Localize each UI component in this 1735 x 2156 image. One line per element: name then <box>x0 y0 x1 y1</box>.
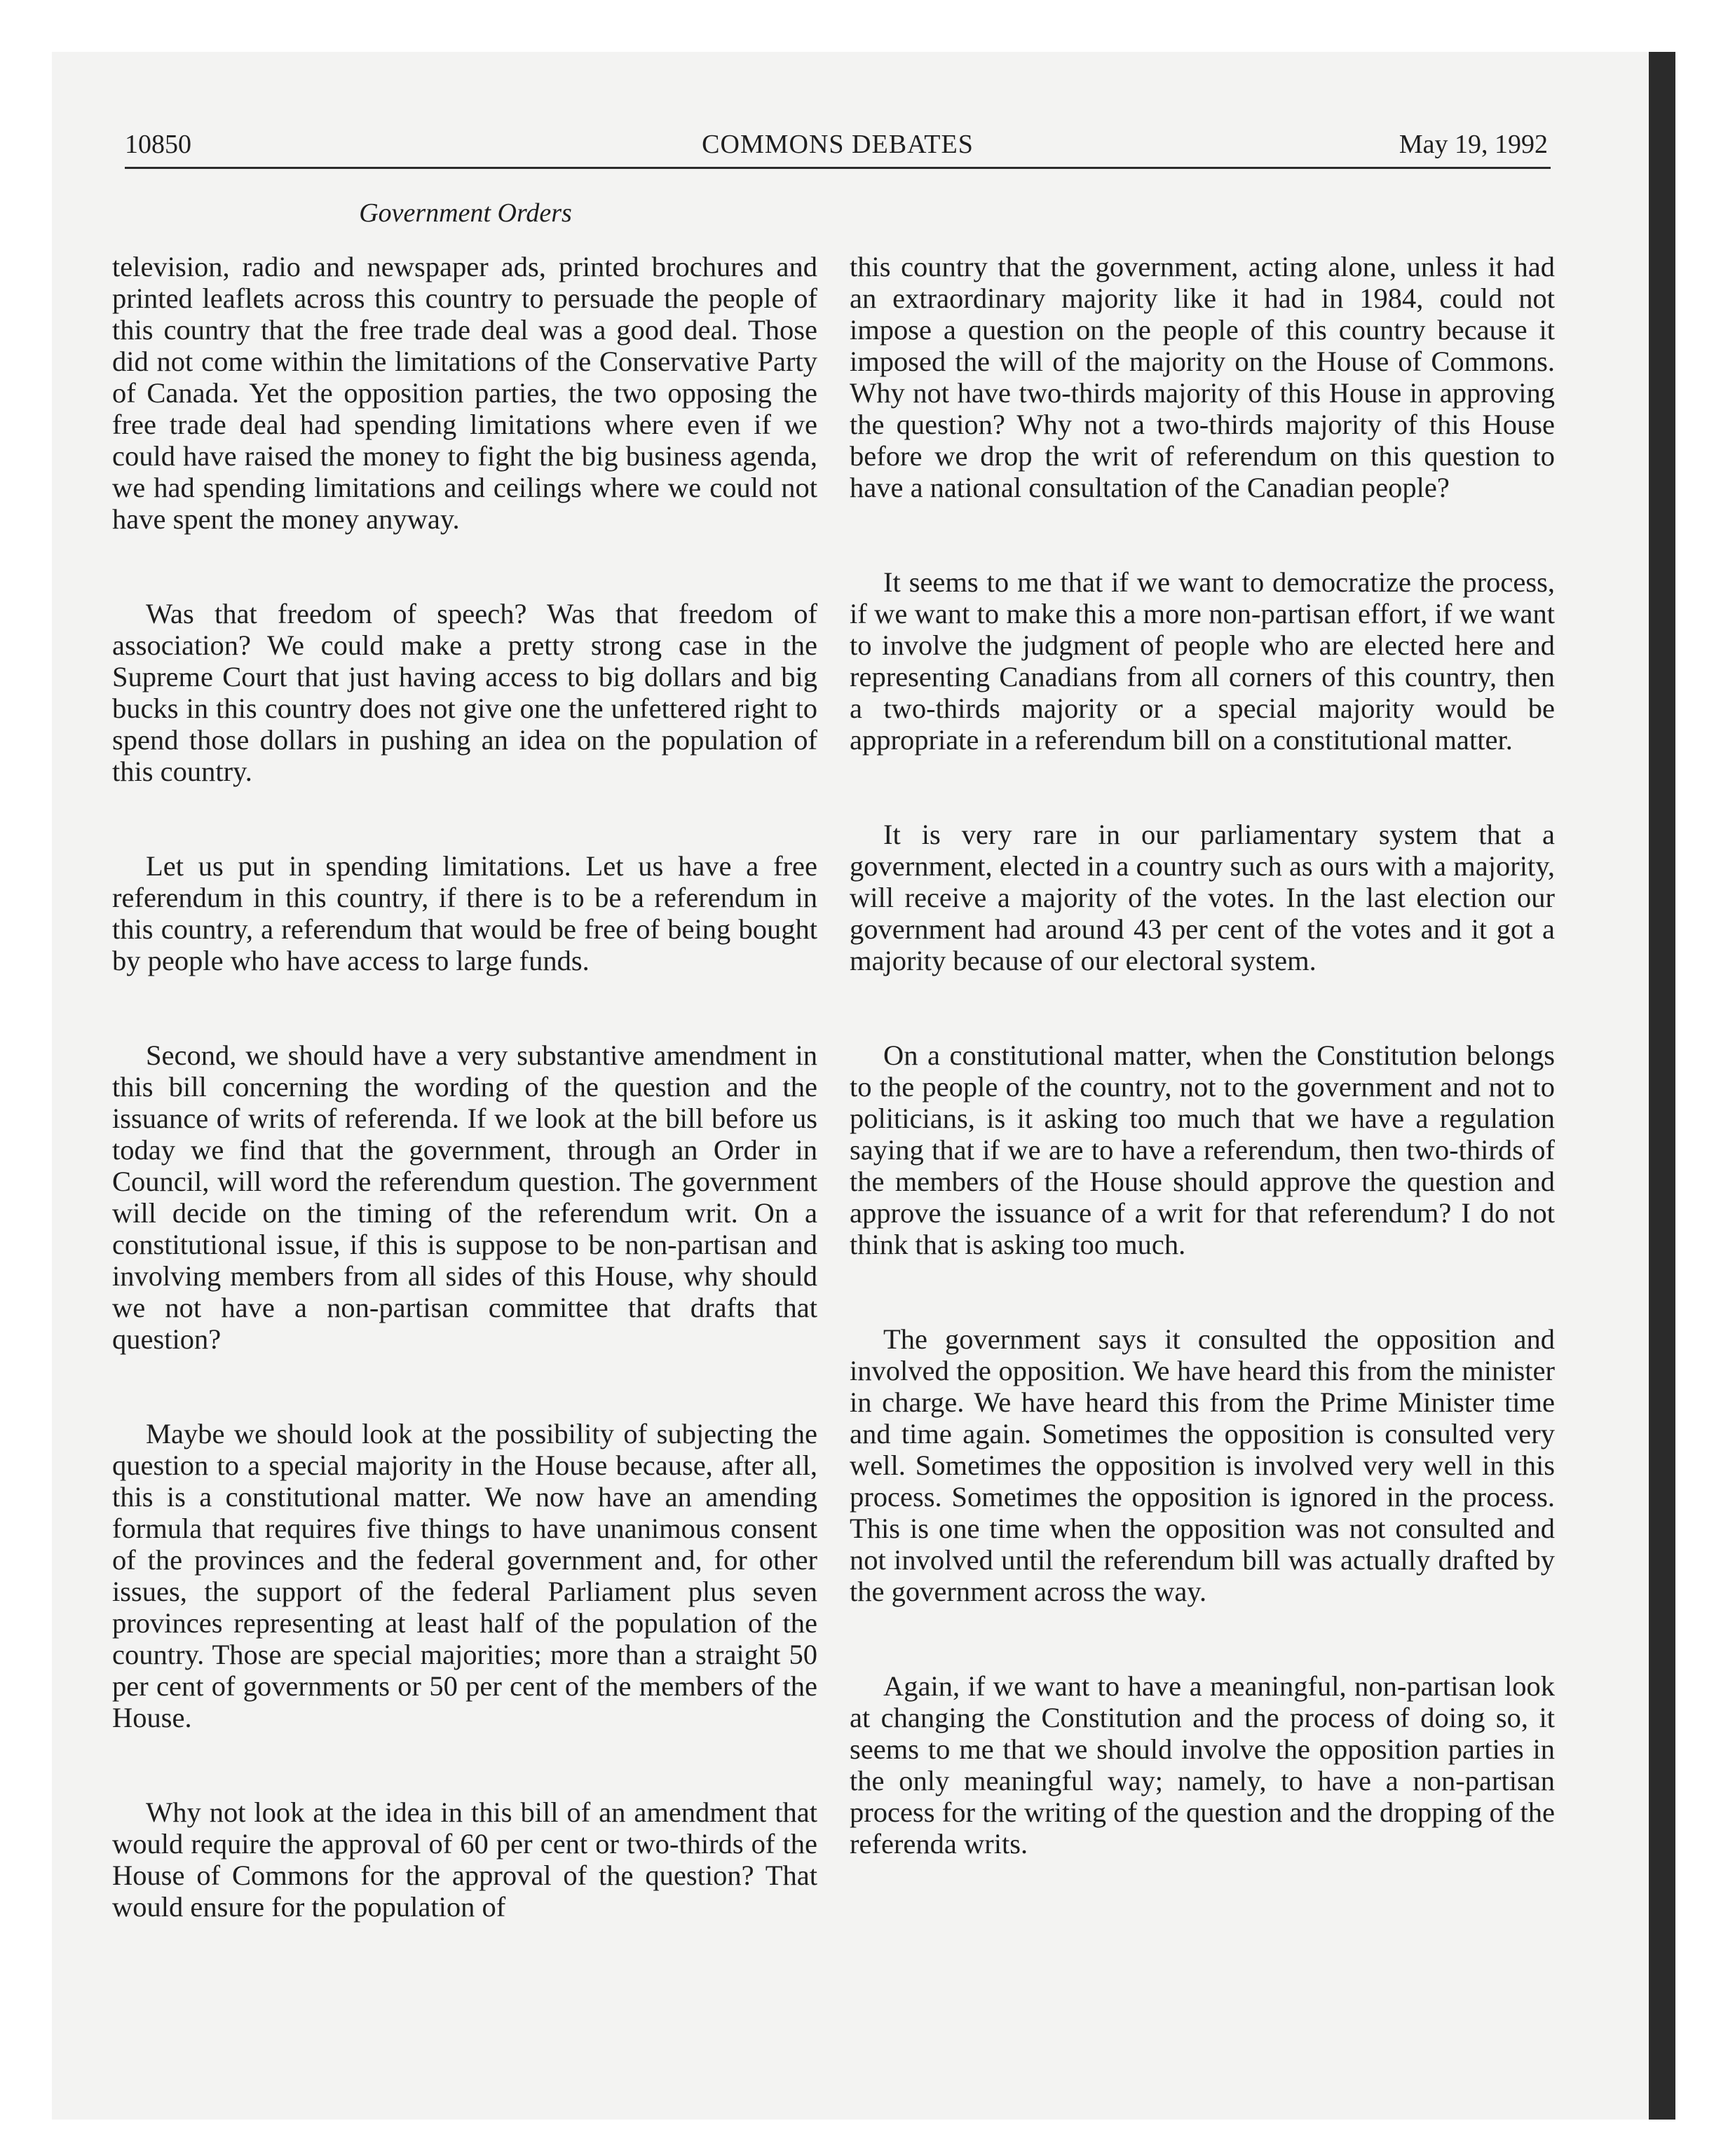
paragraph: this country that the government, acting alone, unless it had an extraordinary majority like it had in 1984, could not impose a question on the people of this country because it imposed the will of the majority on the House of Commons. Why not have two-thirds majority of this House in approving the question? Why not a two-thirds majority of this House before we drop the writ of referendum on this question to have a national consultation of the Canadian people? <box>850 251 1555 503</box>
paragraph: Was that freedom of speech? Was that freedom of association? We could make a pretty strong case in the Supreme Court that just having access to big dollars and big bucks in this country does not give one the unfettered right to spend those dollars in pushing an idea on the population of this country. <box>112 598 817 787</box>
paragraph: Why not look at the idea in this bill of an amendment that would require the approval of 60 per cent or two-thirds of the House of Commons for the approval of the question? That would ensure for the population of <box>112 1796 817 1923</box>
section-heading: Government Orders <box>359 198 572 228</box>
right-column <box>850 251 1555 1923</box>
paragraph: The government says it consulted the opposition and involved the opposition. We have heard this from the minister in charge. We have heard this from the Prime Minister time and time again. Sometimes the opposition is consulted very well. Sometimes the opposition is involved very well in this process. Sometimes the opposition is ignored in the process. This is one time when the opposition was not consulted and not involved until the referendum bill was actually drafted by the government across the way. <box>850 1323 1555 1607</box>
paragraph: Maybe we should look at the possibility of subjecting the question to a special majority in the House because, after all, this is a constitutional matter. We now have an amending formula that requires five things to have unanimous consent of the provinces and the federal government and, for other issues, the support of the federal Parliament plus seven provinces representing at least half of the population of the country. Those are special majorities; more than a straight 50 per cent of governments or 50 per cent of the members of the House. <box>112 1418 817 1733</box>
scan-binding-edge <box>1649 52 1675 2120</box>
paragraph: television, radio and newspaper ads, printed brochures and printed leaflets across this country to persuade the people of this country that the free trade deal was a good deal. Those did not come within the limitations of the Conservative Party of Canada. Yet the opposition parties, the two opposing the free trade deal had spending limitations where even if we could have raised the money to fight the big business agenda, we had spending limitations and ceilings where we could not have spent the money anyway. <box>112 251 817 535</box>
paragraph: Let us put in spending limitations. Let us have a free referendum in this country, if there is to be a referendum in this country, a referendum that would be free of being bought by people who have access to large funds. <box>112 850 817 976</box>
paragraph: Again, if we want to have a meaningful, non-partisan look at changing the Constitution and the process of doing so, it seems to me that we should involve the opposition parties in the only meaningful way; namely, to have a non-partisan process for the writing of the question and the dropping of the referenda writs. <box>850 1670 1555 1860</box>
publication-date: May 19, 1992 <box>1399 130 1548 159</box>
publication-title: COMMONS DEBATES <box>702 130 974 159</box>
paragraph: Second, we should have a very substantive amendment in this bill concerning the wording of the question and the issuance of writs of referenda. If we look at the bill before us today we find that the government, through an Order in Council, will word the referendum question. The government will decide on the timing of the referendum writ. On a constitutional issue, if this is suppose to be non-partisan and involving members from all sides of this House, why should we not have a non-partisan committee that drafts that question? <box>112 1039 817 1355</box>
paragraph: It seems to me that if we want to democratize the process, if we want to make this a more non-partisan effort, if we want to involve the judgment of people who are elected here and representing Canadians from all corners of this country, then a two-thirds majority or a special majority would be appropriate in a referendum bill on a constitutional matter. <box>850 566 1555 756</box>
running-header <box>125 125 1551 169</box>
page-number: 10850 <box>125 130 191 159</box>
paragraph: On a constitutional matter, when the Constitution belongs to the people of the country, not to the government and not to politicians, is it asking too much that we have a regulation saying that if we are to have a referendum, then two-thirds of the members of the House should approve the question and approve the issuance of a writ for that referendum? I do not think that is asking too much. <box>850 1039 1555 1260</box>
left-column <box>112 251 817 1986</box>
paragraph: It is very rare in our parliamentary system that a government, elected in a country such as ours with a majority, will receive a majority of the votes. In the last election our government had around 43 per cent of the votes and it got a majority because of our electoral system. <box>850 819 1555 976</box>
